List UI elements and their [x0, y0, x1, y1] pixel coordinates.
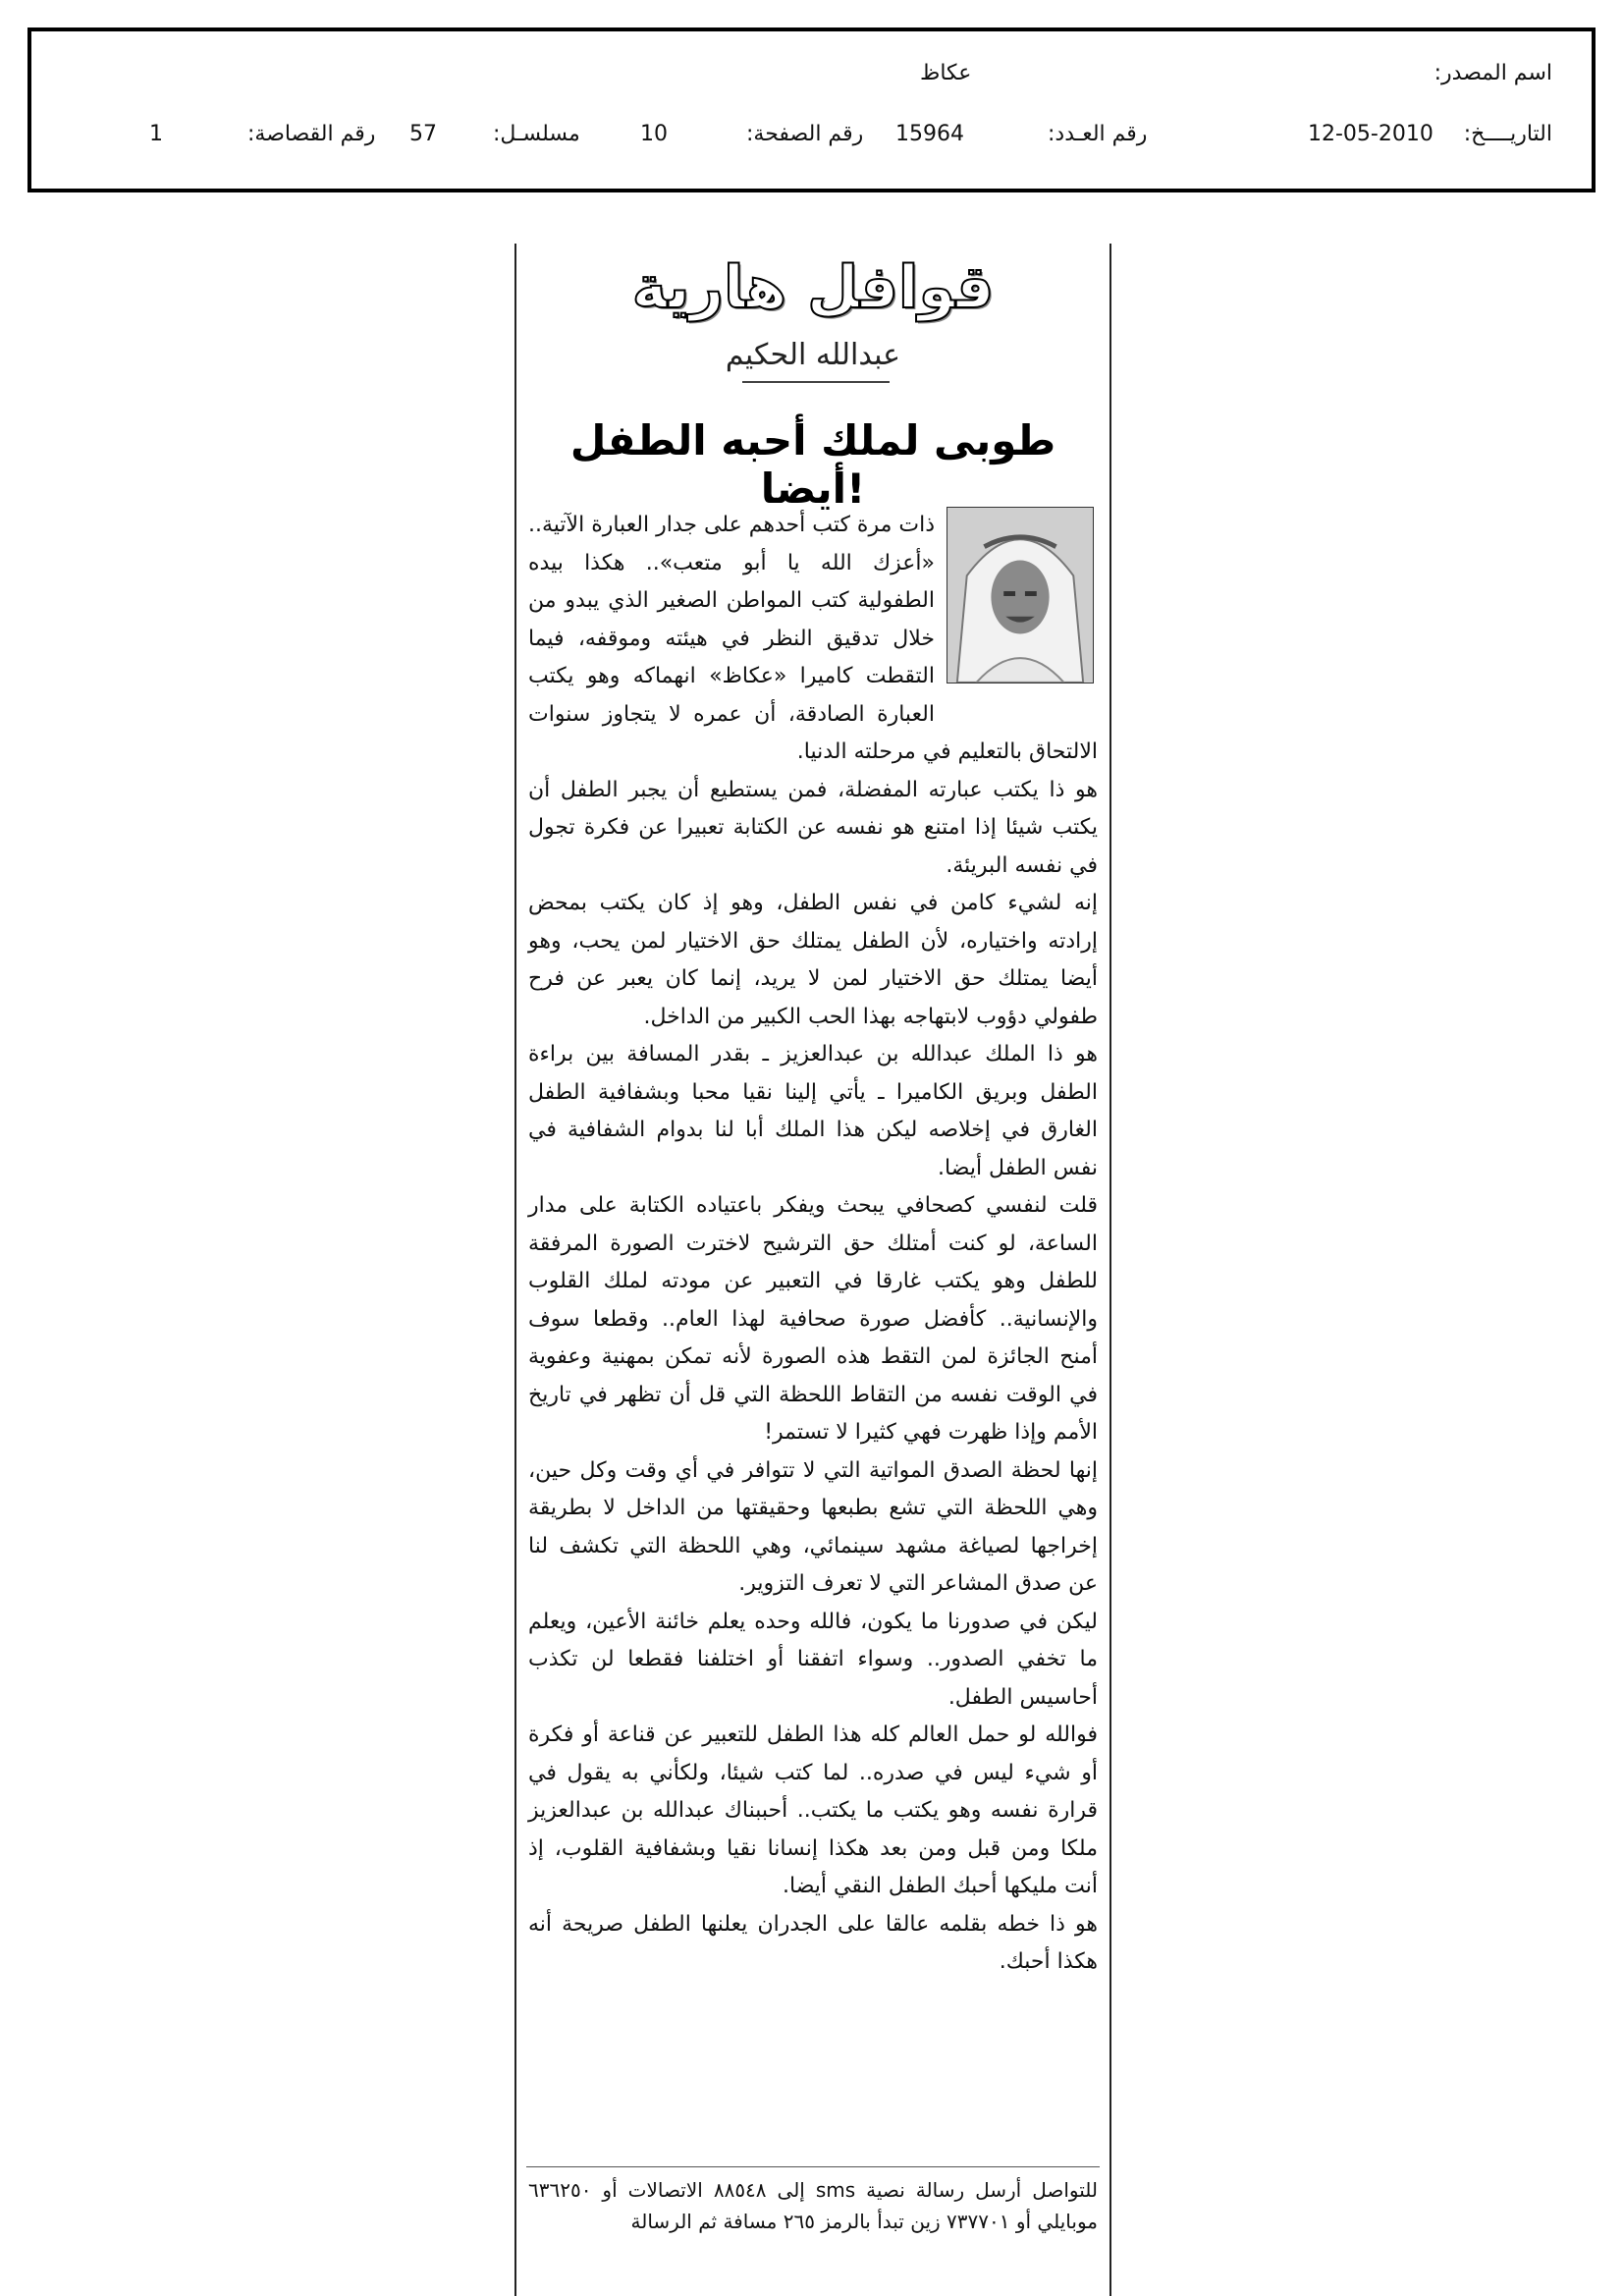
date-label: التاريــــخ:: [1463, 122, 1552, 146]
article-paragraph: فوالله لو حمل العالم كله هذا الطفل للتعبير عن قناعة أو فكرة أو شيء ليس في صدره.. لما كتب شيئا، ولكأني به يقول في قرارة نفسه وهو يكتب ما يكتب.. أحببناك عبدالله بن عبدالعزيز ملكا ومن قبل ومن بعد هكذا إنسانا نقيا وبشفافية القلوب، إذ أنت مليكها أحبك الطفل النقي أيضا.: [528, 1722, 1098, 1898]
article-paragraph: إنه لشيء كامن في نفس الطفل، وهو إذ كان يكتب بمحض إرادته واختياره، لأن الطفل يمتلك حق الاختيار لمن يحب، وهو أيضا يمتلك حق الاختيار لمن لا يريد، إنما كان يعبر عن فرح طفولي دؤوب لابتهاجه بهذا الحب الكبير من الداخل.: [528, 891, 1098, 1029]
serial-value: 57: [409, 122, 437, 146]
clipping-info-box: [27, 27, 1596, 192]
contact-footer-note: للتواصل أرسل رسالة نصية sms إلى ٨٨٥٤٨ الاتصالات أو ٦٣٦٢٥٠ موبايلي أو ٧٣٧٧٠١ زين تبدأ بالرمز ٢٦٥ مسافة ثم الرسالة: [528, 2178, 1098, 2233]
footer-divider: [526, 2166, 1100, 2167]
source-value: عكاظ: [920, 61, 972, 85]
issue-label: رقم العـدد:: [1048, 122, 1148, 146]
article-clipping: [514, 244, 1111, 2296]
author-underline: [742, 381, 890, 383]
article-paragraph: هو ذا خطه بقلمه عالقا على الجدران يعلنها الطفل صريحة أنه هكذا أحبك.: [528, 1911, 1098, 1974]
serial-label: مسلسـل:: [493, 122, 580, 146]
issue-value: 15964: [895, 122, 964, 146]
page-value: 10: [640, 122, 668, 146]
article-paragraph: قلت لنفسي كصحافي يبحث ويفكر باعتياده الكتابة على مدار الساعة، لو كنت أمتلك حق الترشيح لاخترت الصورة المرفقة للطفل وهو يكتب غارقا في التعبير عن مودته لملك القلوب والإنسانية.. كأفضل صورة صحافية لهذا العام.. وقطعا سوف أمنح الجائزة لمن التقط هذه الصورة لأنه تمكن بمهنية وعفوية في الوقت نفسه من التقاط اللحظة التي قل أن تظهر في تاريخ الأمم وإذا ظهرت فهي كثيرا لا تستمر!: [528, 1193, 1098, 1445]
article-paragraph: ليكن في صدورنا ما يكون، فالله وحده يعلم خائنة الأعين، ويعلم ما تخفي الصدور.. وسواء اتفقنا أو اختلفنا فقطعا لن تكذب أحاسيس الطفل.: [528, 1609, 1098, 1710]
clip-value: 1: [149, 122, 163, 146]
clip-label: رقم القصاصة:: [247, 122, 376, 146]
date-value: 12-05-2010: [1308, 122, 1434, 146]
article-paragraph: هو ذا يكتب عبارته المفضلة، فمن يستطيع أن يجبر الطفل أن يكتب شيئا إذا امتنع هو نفسه عن الكتابة تعبيرا عن فكرة تجول في نفسه البريئة.: [528, 777, 1098, 878]
page-label: رقم الصفحة:: [746, 122, 864, 146]
article-paragraph: هو ذا الملك عبدالله بن عبدالعزيز ـ بقدر المسافة بين براءة الطفل وبريق الكاميرا ـ يأتي إلينا نقيا محبا وبشفافية الطفل الغارق في إخلاصه ليكن هذا الملك أبا لنا بدوام الشفافية في نفس الطفل أيضا.: [528, 1042, 1098, 1180]
column-title: قوافل هارية: [631, 253, 995, 322]
article-paragraph: إنها لحظة الصدق المواتية التي لا تتوافر في أي وقت وكل حين، وهي اللحظة التي تشع بطبعها وحقيقتها من الداخل لا بطريقة إخراجها لصياغة مشهد سينمائي، وهي اللحظة التي تكشف لنا عن صدق المشاعر التي لا تعرف التزوير.: [528, 1457, 1098, 1596]
author-name: عبدالله الحكيم: [725, 338, 901, 372]
article-headline: طوبى لملك أحبه الطفل أيضا!: [569, 416, 1056, 513]
source-label: اسم المصدر:: [1434, 61, 1552, 85]
article-body: [528, 507, 1098, 1982]
article-paragraph: ذات مرة كتب أحدهم على جدار العبارة الآتية.. «أعزك الله يا أبو متعب».. هكذا بيده الطفولية كتب المواطن الصغير الذي يبدو من خلال تدقيق النظر في هيئته وموقفه، فيما التقطت كاميرا «عكاظ» انهماكه وهو يكتب العبارة الصادقة، أن عمره لا يتجاوز سنوات الالتحاق بالتعليم في مرحلته الدنيا.: [528, 513, 1098, 764]
